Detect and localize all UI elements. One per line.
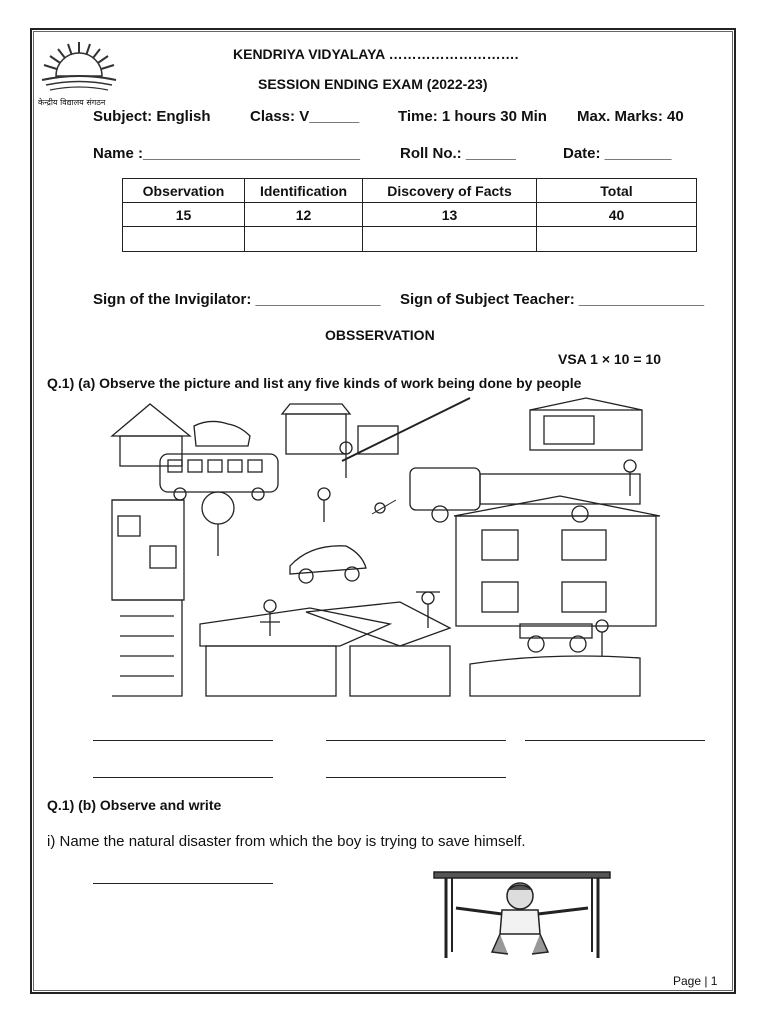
boy-under-table-illustration [432,868,612,960]
answer-line-3[interactable] [525,740,705,741]
table-header-cell: Observation [123,179,245,203]
marks-table-empty-row [123,227,697,252]
question-1a: Q.1) (a) Observe the picture and list any five kinds of work being done by people [47,375,582,391]
table-cell-empty[interactable] [537,227,697,252]
section-title: OBSSERVATION [325,327,435,343]
marks-table-values-row [123,203,697,227]
invigilator-sign-field: Sign of the Invigilator: _______________ [93,291,381,308]
table-cell-empty[interactable] [123,227,245,252]
table-header-cell: Total [537,179,697,203]
subject-label: Subject: English [93,108,211,125]
table-cell: 15 [123,203,245,227]
answer-line-2[interactable] [326,740,506,741]
exam-title: SESSION ENDING EXAM (2022-23) [258,76,488,92]
street-scene-illustration [110,396,666,704]
page-number: Page | 1 [673,974,718,988]
answer-line-4[interactable] [93,777,273,778]
marks-table-header-row [123,179,697,203]
question-1b-title: Q.1) (b) Observe and write [47,797,222,813]
answer-line-1[interactable] [93,740,273,741]
question-1b-i: i) Name the natural disaster from which the boy is trying to save himself. [47,833,526,850]
table-cell-empty[interactable] [363,227,537,252]
max-marks-label: Max. Marks: 40 [577,108,684,125]
marks-table [122,178,697,252]
school-name: KENDRIYA VIDYALAYA ………………………. [233,46,519,62]
table-cell: 40 [537,203,697,227]
table-cell: 13 [363,203,537,227]
table-cell-empty[interactable] [245,227,363,252]
time-label: Time: 1 hours 30 Min [398,108,547,125]
table-header-cell: Identification [245,179,363,203]
logo-caption: केन्द्रीय विद्यालय संगठन [38,98,106,107]
answer-line-5[interactable] [326,777,506,778]
roll-no-field: Roll No.: ______ [400,145,516,162]
date-field: Date: ________ [563,145,672,162]
answer-line-1b[interactable] [93,883,273,884]
table-cell: 12 [245,203,363,227]
name-field: Name :__________________________ [93,145,360,162]
vsa-marks: VSA 1 × 10 = 10 [558,351,661,367]
class-field: Class: V______ [250,108,360,125]
table-header-cell: Discovery of Facts [363,179,537,203]
teacher-sign-field: Sign of Subject Teacher: _______________ [400,291,705,308]
